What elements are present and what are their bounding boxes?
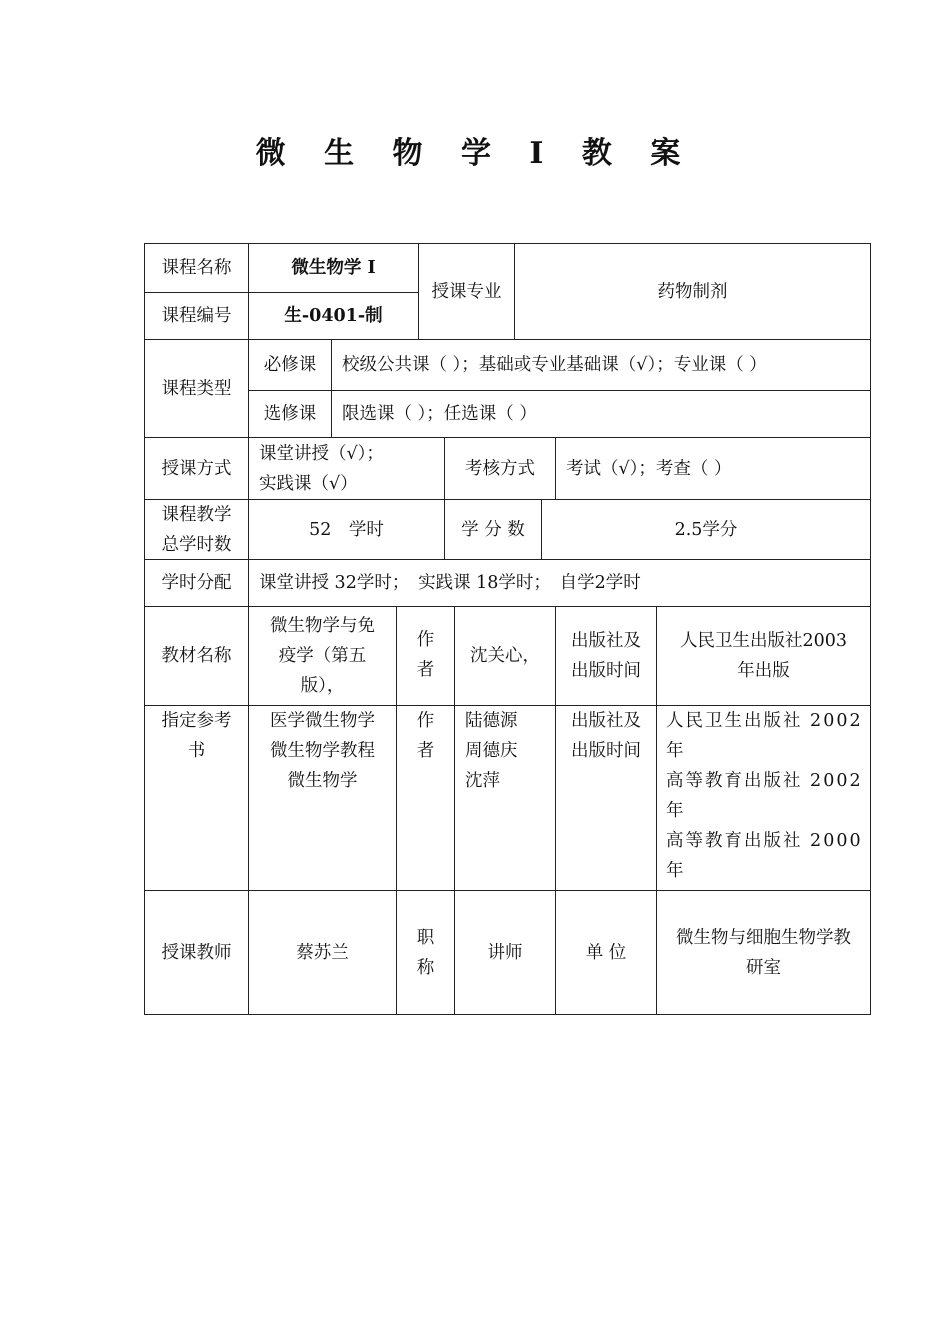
total-hours-value: 52 学时 xyxy=(309,519,384,540)
ref-publisher-line: 高等教育出版社 2000 xyxy=(666,831,863,851)
hours-split-value: 课堂讲授 32学时； 实践课 18学时； 自学2学时 xyxy=(259,573,641,593)
elective-label: 选修课 xyxy=(263,404,317,424)
assessment-label: 考核方式 xyxy=(465,458,535,479)
ref-publisher-line: 年 xyxy=(666,801,686,821)
total-hours-label xyxy=(145,500,248,559)
credits-value: 2.5学分 xyxy=(674,519,738,540)
ref-label-line-2: 书 xyxy=(187,741,206,761)
total-hours-label-line-1: 课程教学 xyxy=(161,504,232,525)
teacher-label: 授课教师 xyxy=(161,942,232,963)
author-label-char-1: 作 xyxy=(416,630,435,650)
textbook-publisher xyxy=(657,607,870,705)
teacher-value: 蔡苏兰 xyxy=(296,942,349,963)
author-label-char-1: 作 xyxy=(416,711,435,731)
ref-publisher-line: 人民卫生出版社 2002 xyxy=(666,711,863,731)
textbook-author: 沈关心， xyxy=(470,646,540,666)
textbook-label: 教材名称 xyxy=(161,646,232,666)
ref-publisher-line: 高等教育出版社 2002 xyxy=(666,771,863,791)
textbook-name-line-3: 版）， xyxy=(300,676,345,696)
hours-split-label: 学时分配 xyxy=(161,573,232,593)
course-type-label: 课程类型 xyxy=(161,378,232,399)
assessment-value: 考试（√）；考查（ ） xyxy=(566,458,732,479)
ref-publisher-line: 年 xyxy=(666,861,686,881)
job-title-label xyxy=(397,891,454,1014)
job-title-value: 讲师 xyxy=(487,942,523,963)
unit-value-line-1: 微生物与细胞生物学教 xyxy=(676,927,851,948)
publisher-label-line-1: 出版社及 xyxy=(571,711,641,731)
ref-publisher-line: 年 xyxy=(666,741,686,761)
required-label: 必修课 xyxy=(263,355,317,375)
publisher-label-line-1: 出版社及 xyxy=(571,631,641,651)
textbook-name xyxy=(249,607,396,705)
teaching-mode-value xyxy=(249,438,444,499)
ref-authors xyxy=(455,706,555,890)
publisher-label-line-2: 出版时间 xyxy=(571,661,641,681)
textbook-author-label xyxy=(397,625,454,705)
ref-author-label xyxy=(397,706,454,890)
textbook-publisher-label xyxy=(556,607,656,705)
job-title-label-char-2: 称 xyxy=(416,957,435,978)
major-label: 授课专业 xyxy=(431,281,502,302)
ref-book-item: 微生物学教程 xyxy=(270,741,375,761)
textbook-name-line-1: 微生物学与免 xyxy=(270,616,375,636)
author-label-char-2: 者 xyxy=(416,660,435,680)
job-title-label-char-1: 职 xyxy=(416,927,435,948)
page-title: 微 生 物 学 I 教 案 xyxy=(255,136,695,171)
ref-author-item: 沈萍 xyxy=(465,771,500,791)
teaching-mode-line-2: 实践课（√） xyxy=(259,473,358,494)
elective-value: 限选课（ ）；任选课（ ） xyxy=(342,404,537,424)
unit-value-line-2: 研室 xyxy=(746,957,781,978)
ref-publishers xyxy=(657,706,870,890)
course-name-value: 微生物学 I xyxy=(291,258,376,278)
major-value: 药物制剂 xyxy=(657,281,728,302)
publisher-label-line-2: 出版时间 xyxy=(571,741,641,761)
ref-author-item: 周德庆 xyxy=(465,741,518,761)
teaching-mode-label: 授课方式 xyxy=(161,458,232,479)
ref-books xyxy=(249,706,396,890)
textbook-publisher-line-1: 人民卫生出版社2003 xyxy=(679,631,848,651)
required-value: 校级公共课（ ）；基础或专业基础课（√）；专业课（ ） xyxy=(342,355,767,375)
course-name-label: 课程名称 xyxy=(161,258,232,278)
unit-value xyxy=(657,891,870,1014)
ref-publisher-label xyxy=(556,706,656,890)
ref-label xyxy=(145,706,248,890)
credits-label: 学 分 数 xyxy=(461,519,525,540)
ref-book-item: 医学微生物学 xyxy=(270,711,375,731)
ref-label-line-1: 指定参考 xyxy=(161,711,232,731)
ref-author-item: 陆德源 xyxy=(465,711,518,731)
total-hours-label-line-2: 总学时数 xyxy=(161,534,232,555)
author-label-char-2: 者 xyxy=(416,741,435,761)
course-code-value: 生-0401-制 xyxy=(284,306,383,326)
teaching-mode-line-1: 课堂讲授（√）； xyxy=(259,443,384,464)
ref-book-item: 微生物学 xyxy=(287,771,358,791)
textbook-publisher-line-2: 年出版 xyxy=(737,661,790,681)
textbook-name-line-2: 疫学（第五 xyxy=(278,646,367,666)
unit-label: 单 位 xyxy=(585,942,627,963)
course-code-label: 课程编号 xyxy=(161,306,232,326)
